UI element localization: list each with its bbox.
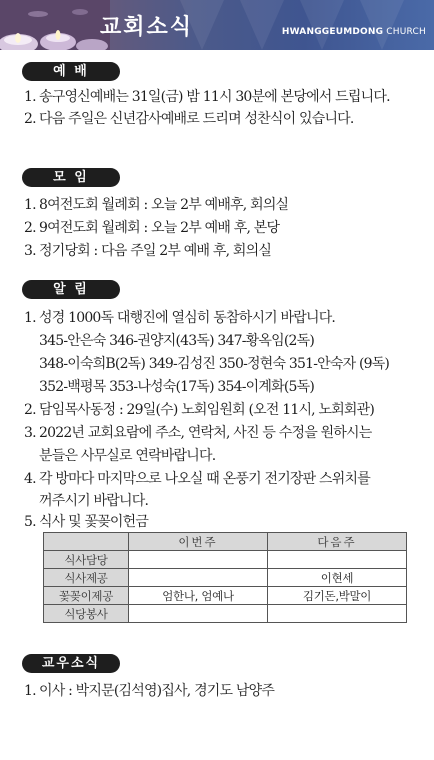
list-item: 1. 8여전도회 월례회 : 오늘 2부 예배후, 회의실 bbox=[24, 197, 289, 213]
reader-line: 348-이숙희B(2독) 349-김성진 350-정현숙 351-안숙자 (9독) bbox=[39, 356, 390, 372]
list-item: 3. 정기당회 : 다음 주일 2부 예배 후, 회의실 bbox=[24, 243, 272, 259]
table-corner bbox=[44, 533, 129, 551]
list-item: 2. 담임목사동정 : 29일(수) 노회임원회 (오전 11시, 노회회관) bbox=[24, 402, 375, 418]
list-item: 1. 성경 1000독 대행진에 열심히 동참하시기 바랍니다. bbox=[24, 310, 336, 326]
list-item-continued: 분들은 사무실로 연락바랍니다. bbox=[39, 448, 216, 464]
header-banner bbox=[0, 0, 434, 50]
meal-offering-table bbox=[43, 532, 407, 623]
table-row: 식사제공 이현세 bbox=[44, 569, 407, 587]
list-item: 1. 이사 : 박지문(김석영)집사, 경기도 남양주 bbox=[24, 683, 275, 699]
list-item: 2. 다음 주일은 신년감사예배로 드리며 성찬식이 있습니다. bbox=[24, 111, 354, 127]
table-row: 꽃꽂이제공 엄한나, 엄예나 김기돈,박말이 bbox=[44, 587, 407, 605]
section-label-members: 교우소식 bbox=[22, 654, 120, 673]
page-title: 교회소식 bbox=[100, 15, 194, 40]
list-item: 5. 식사 및 꽃꽂이헌금 bbox=[24, 514, 149, 530]
section-label-meetings: 모 임 bbox=[22, 168, 120, 187]
table-row: 식사담당 bbox=[44, 551, 407, 569]
list-item: 2. 9여전도회 월례회 : 오늘 2부 예배 후, 본당 bbox=[24, 220, 280, 236]
column-header-this-week: 이번주 bbox=[129, 533, 268, 551]
list-item: 4. 각 방마다 마지막으로 나오실 때 온풍기 전기장판 스위치를 bbox=[24, 471, 370, 487]
candles-image bbox=[0, 0, 110, 50]
church-name: HWANGGEUMDONG CHURCH bbox=[281, 27, 426, 37]
list-item-continued: 꺼주시기 바랍니다. bbox=[39, 493, 149, 509]
section-label-worship: 예 배 bbox=[22, 62, 120, 81]
list-item: 3. 2022년 교회요람에 주소, 연락처, 사진 등 수정을 원하시는 bbox=[24, 425, 372, 441]
list-item: 1. 송구영신예배는 31일(금) 밤 11시 30분에 본당에서 드립니다. bbox=[24, 89, 390, 105]
column-header-next-week: 다음주 bbox=[268, 533, 407, 551]
table-row: 식당봉사 bbox=[44, 605, 407, 623]
reader-line: 352-백평목 353-나성숙(17독) 354-이계화(5독) bbox=[39, 379, 314, 395]
reader-line: 345-안은숙 346-권양지(43독) 347-황옥임(2독) bbox=[39, 333, 314, 349]
section-label-notices: 알 림 bbox=[22, 280, 120, 299]
